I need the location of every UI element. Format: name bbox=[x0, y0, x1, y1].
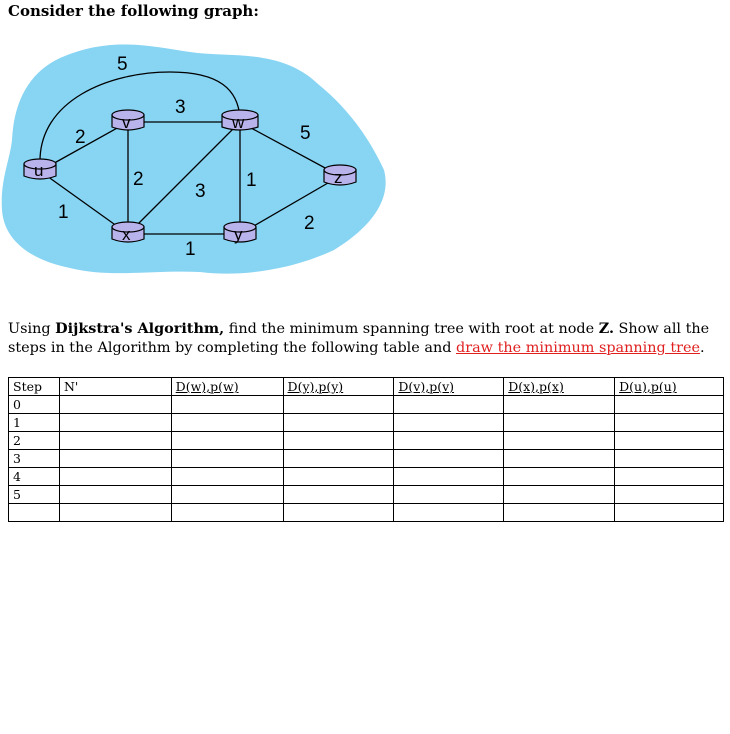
table-row bbox=[9, 504, 724, 522]
table-cell[interactable] bbox=[283, 486, 394, 504]
step-cell: 0 bbox=[9, 396, 60, 414]
table-cell[interactable] bbox=[171, 486, 283, 504]
table-cell[interactable] bbox=[615, 414, 724, 432]
table-cell[interactable] bbox=[59, 396, 171, 414]
step-cell: 4 bbox=[9, 468, 60, 486]
step-cell: 5 bbox=[9, 486, 60, 504]
weight-u-v: 2 bbox=[75, 127, 86, 148]
table-row bbox=[9, 450, 724, 468]
table-cell[interactable] bbox=[504, 432, 615, 450]
step-cell: 3 bbox=[9, 450, 60, 468]
table-cell[interactable] bbox=[504, 396, 615, 414]
table-cell[interactable] bbox=[394, 486, 504, 504]
table-row bbox=[9, 468, 724, 486]
weight-x-y: 1 bbox=[185, 239, 196, 260]
table-cell[interactable] bbox=[615, 486, 724, 504]
node-w bbox=[222, 110, 258, 132]
svg-text:v: v bbox=[122, 113, 131, 132]
weight-y-z: 2 bbox=[304, 213, 315, 234]
weight-u-x: 1 bbox=[58, 202, 69, 223]
table-cell[interactable] bbox=[615, 396, 724, 414]
table-cell[interactable] bbox=[504, 468, 615, 486]
table-cell[interactable] bbox=[504, 414, 615, 432]
header-step: Step bbox=[9, 378, 60, 396]
svg-text:u: u bbox=[34, 161, 44, 180]
step-cell bbox=[9, 504, 60, 522]
step-cell: 2 bbox=[9, 432, 60, 450]
table-cell[interactable] bbox=[394, 432, 504, 450]
table-cell[interactable] bbox=[59, 450, 171, 468]
table-cell[interactable] bbox=[394, 396, 504, 414]
weight-w-y: 1 bbox=[246, 170, 257, 191]
table-cell[interactable] bbox=[504, 504, 615, 522]
table-cell[interactable] bbox=[615, 468, 724, 486]
weight-u-w: 5 bbox=[117, 54, 128, 75]
heading: Consider the following graph: bbox=[8, 2, 259, 20]
svg-text:x: x bbox=[122, 225, 131, 244]
table-cell[interactable] bbox=[615, 432, 724, 450]
step-cell: 1 bbox=[9, 414, 60, 432]
dijkstra-table bbox=[8, 377, 724, 522]
table-cell[interactable] bbox=[59, 504, 171, 522]
table-cell[interactable] bbox=[171, 396, 283, 414]
table-cell[interactable] bbox=[59, 468, 171, 486]
weight-x-w: 3 bbox=[195, 181, 206, 202]
table-row bbox=[9, 396, 724, 414]
mst-link[interactable]: draw the minimum spanning tree bbox=[456, 340, 701, 356]
table-cell[interactable] bbox=[171, 468, 283, 486]
instructions: Using Dijkstra's Algorithm, find the minimum spanning tree with root at node Z. Show all the steps in the Algorithm by completing the following table and draw the minimum spanning tree. bbox=[8, 320, 710, 356]
header-dx: D(x),p(x) bbox=[504, 378, 615, 396]
table-cell[interactable] bbox=[59, 432, 171, 450]
table-cell[interactable] bbox=[283, 468, 394, 486]
table-cell[interactable] bbox=[59, 414, 171, 432]
node-x bbox=[112, 222, 144, 244]
table-cell[interactable] bbox=[283, 414, 394, 432]
table-cell[interactable] bbox=[171, 450, 283, 468]
node-v bbox=[112, 110, 144, 132]
table-cell[interactable] bbox=[615, 504, 724, 522]
node-z bbox=[324, 165, 356, 187]
table-cell[interactable] bbox=[504, 486, 615, 504]
table-cell[interactable] bbox=[394, 414, 504, 432]
header-dy: D(y),p(y) bbox=[283, 378, 394, 396]
weight-v-x: 2 bbox=[133, 169, 144, 190]
table-header-row bbox=[9, 378, 724, 396]
table-cell[interactable] bbox=[283, 432, 394, 450]
table-cell[interactable] bbox=[394, 504, 504, 522]
header-dw: D(w),p(w) bbox=[171, 378, 283, 396]
table-cell[interactable] bbox=[283, 504, 394, 522]
table-cell[interactable] bbox=[394, 450, 504, 468]
node-y bbox=[224, 222, 256, 244]
node-u bbox=[24, 159, 56, 180]
table-row bbox=[9, 432, 724, 450]
network-graph bbox=[0, 30, 400, 280]
table-row bbox=[9, 486, 724, 504]
table-cell[interactable] bbox=[283, 396, 394, 414]
table-cell[interactable] bbox=[504, 450, 615, 468]
table-cell[interactable] bbox=[615, 450, 724, 468]
table-cell[interactable] bbox=[59, 486, 171, 504]
table-cell[interactable] bbox=[171, 414, 283, 432]
weight-v-w: 3 bbox=[175, 97, 186, 118]
table-cell[interactable] bbox=[171, 432, 283, 450]
table-cell[interactable] bbox=[394, 468, 504, 486]
weight-w-z: 5 bbox=[300, 123, 311, 144]
table-cell[interactable] bbox=[283, 450, 394, 468]
header-du: D(u),p(u) bbox=[615, 378, 724, 396]
svg-text:z: z bbox=[334, 168, 343, 187]
table-row bbox=[9, 414, 724, 432]
header-dv: D(v),p(v) bbox=[394, 378, 504, 396]
svg-text:y: y bbox=[234, 225, 243, 244]
table-cell[interactable] bbox=[171, 504, 283, 522]
svg-text:w: w bbox=[232, 113, 245, 132]
header-n-prime: N' bbox=[59, 378, 171, 396]
